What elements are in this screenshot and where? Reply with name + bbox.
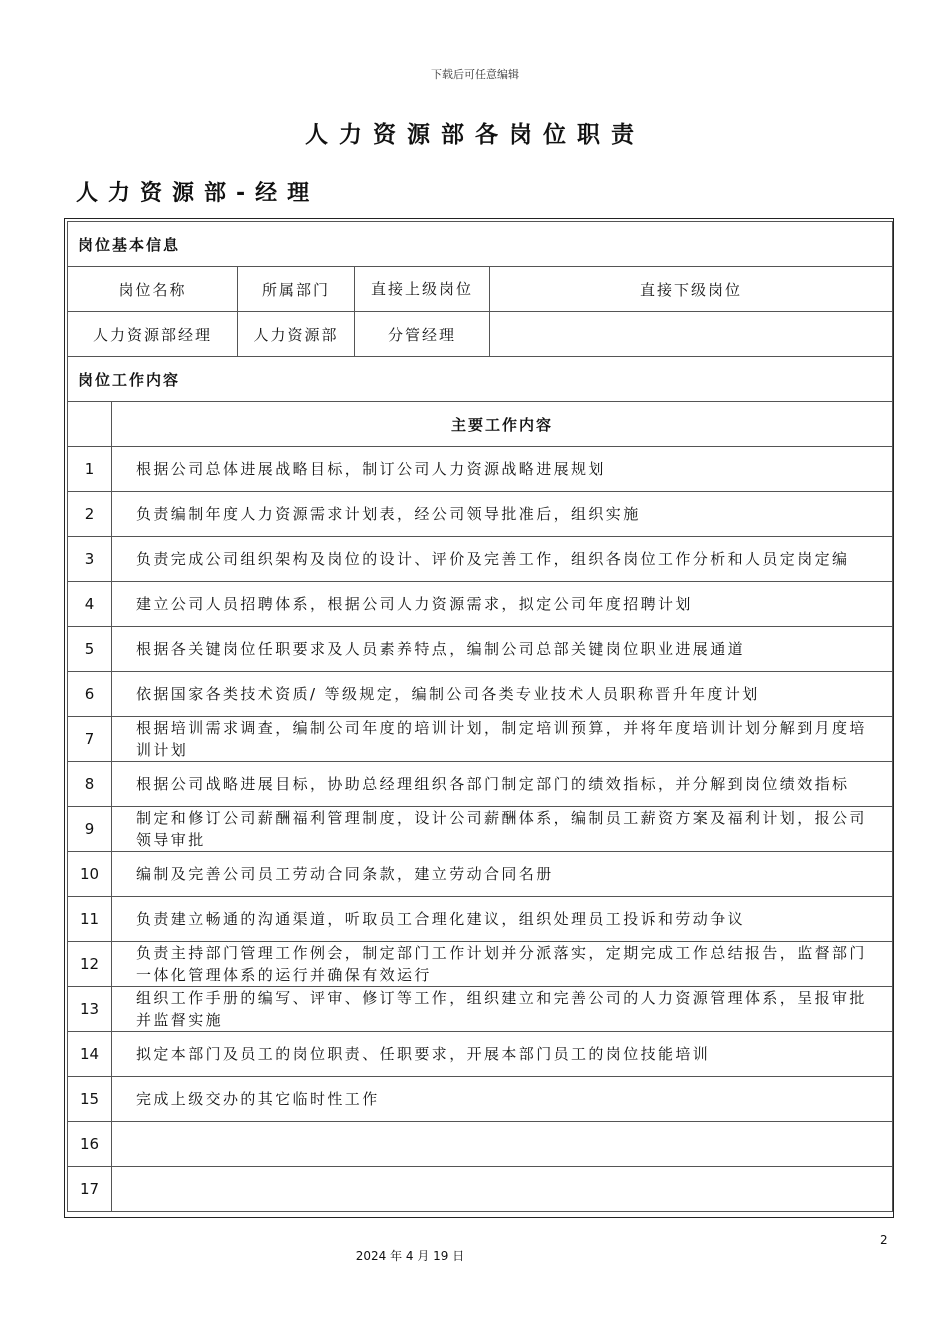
- task-description: 依据国家各类技术资质/ 等级规定，编制公司各类专业技术人员职称晋升年度计划: [136, 685, 760, 703]
- task-description: 完成上级交办的其它临时性工作: [136, 1090, 380, 1108]
- header-job-title: 岗位名称: [68, 267, 238, 312]
- table-row: [68, 447, 893, 492]
- task-cell: [112, 1032, 893, 1077]
- table-row: [68, 1032, 893, 1077]
- section-subtitle: 人力资源部-经理: [76, 181, 320, 206]
- table-row: [68, 492, 893, 537]
- job-description-table: [67, 221, 893, 1212]
- table-row: [68, 897, 893, 942]
- task-number: 1: [68, 447, 112, 492]
- task-number: 13: [68, 987, 112, 1032]
- table-row: [68, 1077, 893, 1122]
- header-note: 下载后可任意编辑: [431, 68, 519, 81]
- task-cell: [112, 537, 893, 582]
- table-row: [68, 1167, 893, 1212]
- task-cell: [112, 1167, 893, 1212]
- task-number: 7: [68, 717, 112, 762]
- task-cell: [112, 987, 893, 1032]
- task-number: 2: [68, 492, 112, 537]
- footer-date: 2024 年 4 月 19 日: [355, 1249, 465, 1263]
- table-row: [68, 807, 893, 852]
- task-description: 负责建立畅通的沟通渠道，听取员工合理化建议，组织处理员工投诉和劳动争议: [136, 910, 746, 928]
- table-row: [68, 852, 893, 897]
- task-number: 11: [68, 897, 112, 942]
- task-cell: [112, 1122, 893, 1167]
- task-cell: [112, 672, 893, 717]
- task-description: 制定和修订公司薪酬福利管理制度，设计公司薪酬体系，编制员工薪资方案及福利计划，报公司领导审批: [136, 809, 867, 849]
- table-row: [68, 672, 893, 717]
- task-cell: [112, 492, 893, 537]
- number-column-header: [68, 402, 112, 447]
- task-description: 根据公司战略进展目标，协助总经理组织各部门制定部门的绩效指标，并分解到岗位绩效指标: [136, 775, 850, 793]
- task-number: 15: [68, 1077, 112, 1122]
- task-description: 根据培训需求调查，编制公司年度的培训计划，制定培训预算，并将年度培训计划分解到月度培训计划: [136, 719, 867, 759]
- task-number: 12: [68, 942, 112, 987]
- work-content-section-label: 岗位工作内容: [68, 357, 893, 402]
- table-row: [68, 987, 893, 1032]
- task-description: 根据公司总体进展战略目标，制订公司人力资源战略进展规划: [136, 460, 606, 478]
- task-cell: [112, 942, 893, 987]
- task-number: 16: [68, 1122, 112, 1167]
- task-number: 5: [68, 627, 112, 672]
- table-row: [68, 762, 893, 807]
- task-description: 负责主持部门管理工作例会，制定部门工作计划并分派落实，定期完成工作总结报告，监督部门一体化管理体系的运行并确保有效运行: [136, 944, 867, 984]
- table-row: [68, 582, 893, 627]
- value-department: 人力资源部: [238, 312, 355, 357]
- task-number: 6: [68, 672, 112, 717]
- page-title: 人力资源部各岗位职责: [305, 122, 645, 148]
- header-department: 所属部门: [238, 267, 355, 312]
- task-description: 组织工作手册的编写、评审、修订等工作，组织建立和完善公司的人力资源管理体系，呈报审批并监督实施: [136, 989, 867, 1029]
- task-number: 17: [68, 1167, 112, 1212]
- value-direct-subordinate: [490, 312, 893, 357]
- task-number: 3: [68, 537, 112, 582]
- page-number: 2: [880, 1233, 888, 1247]
- task-description: 拟定本部门及员工的岗位职责、任职要求，开展本部门员工的岗位技能培训: [136, 1045, 711, 1063]
- value-job-title: 人力资源部经理: [68, 312, 238, 357]
- table-row: [68, 942, 893, 987]
- task-number: 9: [68, 807, 112, 852]
- table-row: [68, 1122, 893, 1167]
- task-cell: [112, 807, 893, 852]
- task-cell: [112, 582, 893, 627]
- table-row: [68, 537, 893, 582]
- task-description: 负责编制年度人力资源需求计划表，经公司领导批准后，组织实施: [136, 505, 641, 523]
- task-number: 4: [68, 582, 112, 627]
- main-work-content-header: 主要工作内容: [112, 402, 893, 447]
- task-description: 负责完成公司组织架构及岗位的设计、评价及完善工作，组织各岗位工作分析和人员定岗定编: [136, 550, 850, 568]
- task-number: 8: [68, 762, 112, 807]
- header-direct-superior: 直接上级岗位: [355, 267, 490, 312]
- value-direct-superior: 分管经理: [355, 312, 490, 357]
- task-description: 根据各关键岗位任职要求及人员素养特点，编制公司总部关键岗位职业进展通道: [136, 640, 746, 658]
- table-row: [68, 717, 893, 762]
- task-cell: [112, 717, 893, 762]
- task-cell: [112, 1077, 893, 1122]
- task-cell: [112, 897, 893, 942]
- task-description: 编制及完善公司员工劳动合同条款，建立劳动合同名册: [136, 865, 554, 883]
- basic-info-section-label: 岗位基本信息: [68, 222, 893, 267]
- task-cell: [112, 447, 893, 492]
- task-cell: [112, 762, 893, 807]
- task-number: 14: [68, 1032, 112, 1077]
- task-number: 10: [68, 852, 112, 897]
- task-description: 建立公司人员招聘体系，根据公司人力资源需求，拟定公司年度招聘计划: [136, 595, 693, 613]
- task-cell: [112, 852, 893, 897]
- task-cell: [112, 627, 893, 672]
- header-direct-subordinate: 直接下级岗位: [490, 267, 893, 312]
- table-row: [68, 627, 893, 672]
